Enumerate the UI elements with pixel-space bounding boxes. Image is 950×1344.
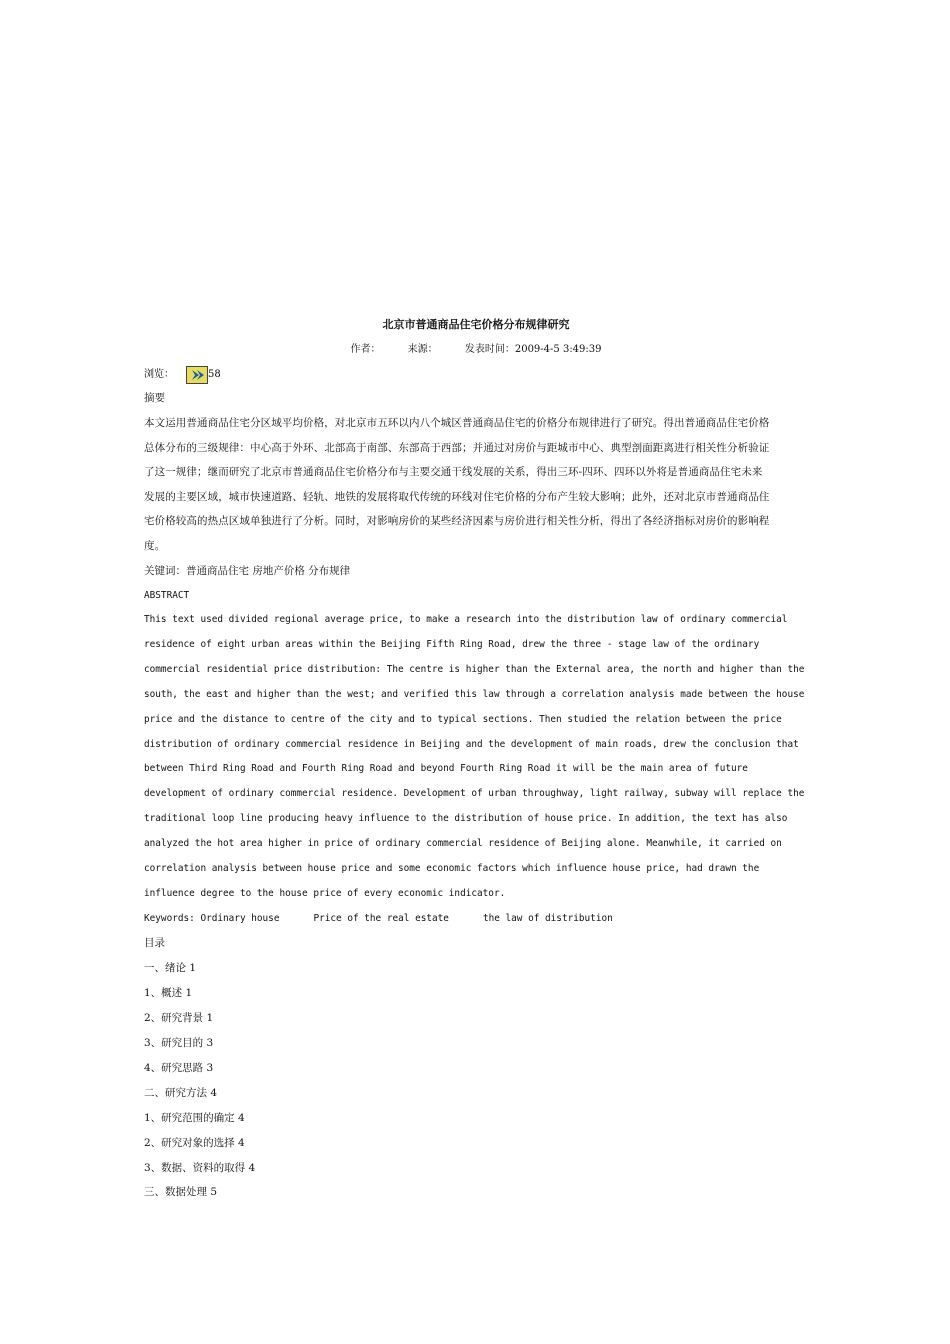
toc-item: 三、数据处理 5 bbox=[144, 1186, 218, 1199]
abstract-en-line: influence degree to the house price of every economic indicator. bbox=[144, 887, 506, 899]
toc-item: 4、研究思路 3 bbox=[144, 1061, 214, 1074]
toc-item: 二、研究方法 4 bbox=[144, 1086, 218, 1099]
abstract-en-line: between Third Ring Road and Fourth Ring Road and beyond Fourth Ring Road it will be the main area of future bbox=[144, 763, 748, 775]
toc-item: 3、研究目的 3 bbox=[144, 1037, 214, 1049]
views-count: 58 bbox=[208, 369, 221, 380]
abstract-heading: 摘要 bbox=[144, 392, 165, 404]
abstract-en-line: analyzed the hot area higher in price of ordinary commercial residence of Beijing alone. Meanwhile, it carried on bbox=[144, 838, 782, 849]
published-time: 发表时间：2009-4-5 3:49:39 bbox=[464, 344, 602, 355]
toc-item: 3、数据、资料的取得 4 bbox=[144, 1161, 256, 1174]
toc-item: 1、研究范围的确定 4 bbox=[144, 1111, 245, 1124]
abstract-zh-line: 本文运用普通商品住宅分区域平均价格，对北京市五环以内八个城区普通商品住宅的价格分布规律进行了研究。得出普通商品住宅价格 bbox=[144, 417, 770, 429]
keywords-en bbox=[144, 907, 808, 932]
abstract-zh-line: 总体分布的三级规律：中心高于外环、北部高于南部、东部高于西部；并通过对房价与距城市中心、典型剖面距离进行相关性分析验证 bbox=[144, 441, 770, 454]
abstract-en-line: traditional loop line producing heavy influence to the distribution of house price. In addition, the text has also bbox=[144, 813, 788, 825]
abstract-en-line: development of ordinary commercial residence. Development of urban throughway, light railway, subway will replace the bbox=[144, 788, 805, 800]
keyword-3: the law of distribution bbox=[482, 912, 613, 924]
abstract-en-line: distribution of ordinary commercial residence in Beijing and the development of main roads, drew the conclusion that bbox=[144, 738, 799, 750]
abstract-en bbox=[144, 608, 808, 906]
abstract-zh bbox=[144, 411, 808, 559]
abstract-en-line: south, the east and higher than the west; and verified this law through a correlation analysis made between the house bbox=[144, 688, 805, 700]
article-meta bbox=[144, 340, 808, 360]
toc-item: 一、绪论 1 bbox=[144, 962, 197, 975]
abstract-zh-line: 发展的主要区域，城市快速道路、轻轨、地铁的发展将取代传统的环线对住宅价格的分布产生较大影响；此外，还对北京市普通商品住 bbox=[144, 490, 770, 503]
source-label: 来源： bbox=[407, 344, 438, 355]
toc-item: 1、概述 1 bbox=[144, 987, 193, 1000]
keyword-1: Keywords: Ordinary house bbox=[144, 912, 280, 924]
abstract-zh-line: 宅价格较高的热点区域单独进行了分析。同时，对影响房价的某些经济因素与房价进行相关性分析，得出了各经济指标对房价的影响程 bbox=[144, 515, 770, 528]
views-label: 浏览： bbox=[144, 369, 174, 380]
abstract-en-line: commercial residential price distribution: The centre is higher than the External area, the north and higher than the bbox=[144, 664, 805, 676]
abstract-en-heading: ABSTRACT bbox=[144, 589, 190, 601]
abstract-en-line: This text used divided regional average price, to make a research into the distribution law of ordinary commercial bbox=[144, 614, 788, 626]
arrow-icon bbox=[186, 366, 208, 384]
abstract-zh-line: 度。 bbox=[144, 539, 166, 552]
abstract-en-line: correlation analysis between house price and some economic factors which influence house price, had drawn the bbox=[144, 862, 760, 874]
keywords-zh: 关键词：普通商品住宅 房地产价格 分布规律 bbox=[144, 564, 351, 577]
toc-item: 2、研究背景 1 bbox=[144, 1012, 214, 1025]
views-row bbox=[144, 364, 808, 386]
article bbox=[144, 316, 808, 1205]
abstract-zh-line: 了这一规律；继而研究了北京市普通商品住宅价格分布与主要交通干线发展的关系，得出三环-四环、四环以外将是普通商品住宅未来 bbox=[144, 466, 763, 479]
abstract-en-line: price and the distance to centre of the city and to typical sections. Then studied the relation between the price bbox=[144, 713, 782, 725]
table-of-contents bbox=[144, 956, 808, 1205]
abstract-en-line: residence of eight urban areas within the Beijing Fifth Ring Road, drew the three - stage law of the ordinary bbox=[144, 639, 760, 651]
page-title: 北京市普通商品住宅价格分布规律研究 bbox=[382, 318, 570, 331]
toc-item: 2、研究对象的选择 4 bbox=[144, 1136, 245, 1149]
toc-heading: 目录 bbox=[144, 937, 165, 950]
keyword-2: Price of the real estate bbox=[313, 912, 449, 924]
author-label: 作者： bbox=[350, 344, 381, 355]
